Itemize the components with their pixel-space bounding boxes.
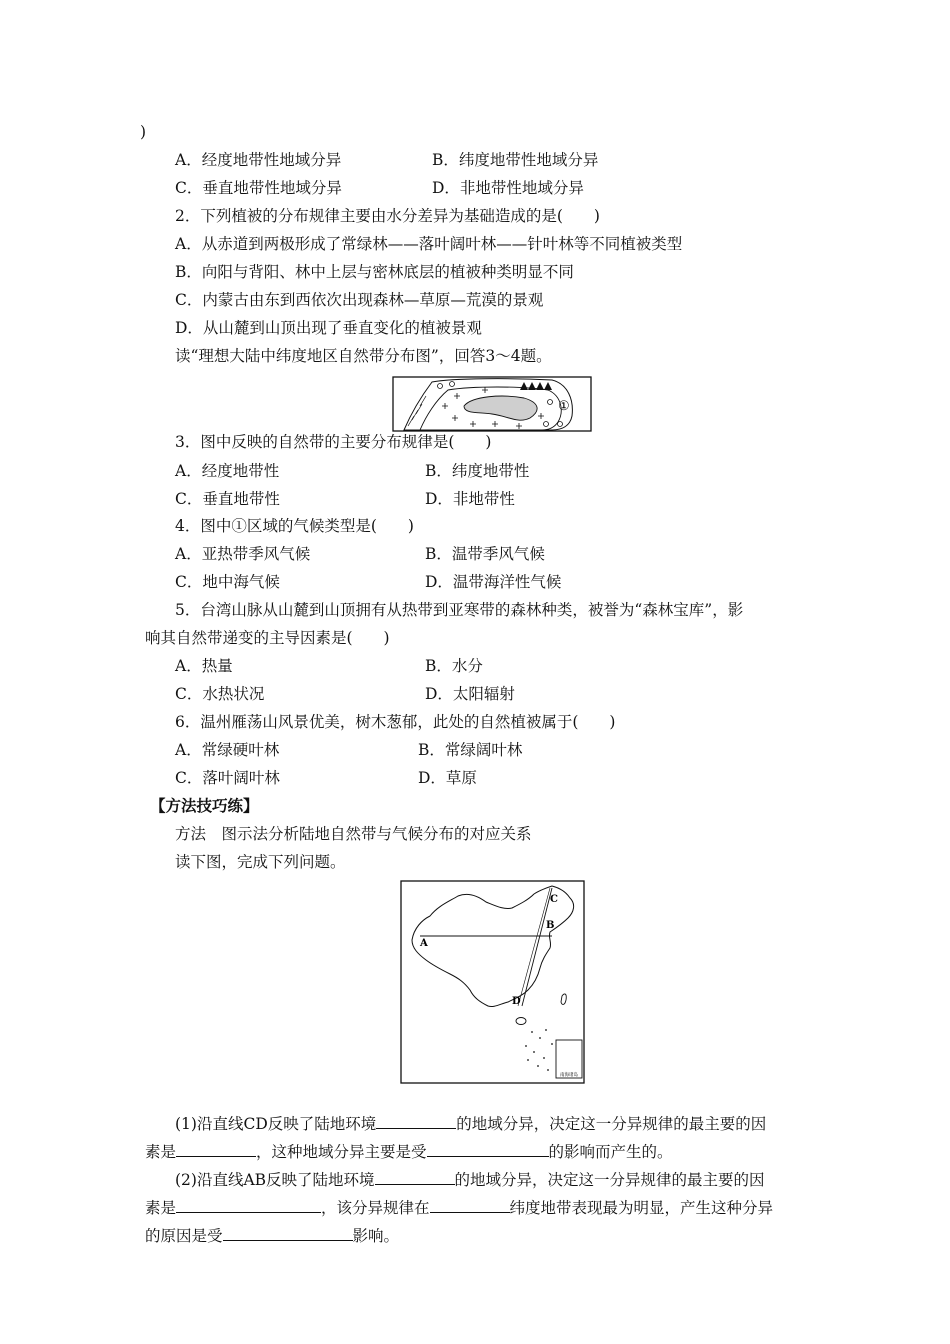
q6-option-c: C．落叶阔叶林	[175, 769, 280, 787]
inset-label: 南海诸岛	[560, 1073, 578, 1078]
q6-stem: 6．温州雁荡山风景优美，树木葱郁，此处的自然植被属于( )	[175, 713, 616, 731]
sub1-text-4: ，这种地域分异主要是受	[256, 1143, 427, 1161]
q5-option-d: D．太阳辐射	[425, 685, 515, 703]
q1-option-a: A．经度地带性地域分异	[175, 151, 342, 169]
q5-option-b: B．水分	[425, 657, 483, 675]
q1-tail: )	[140, 123, 147, 141]
sub1-text-1: (1)沿直线CD反映了陆地环境	[175, 1115, 377, 1133]
sub2-text-7: 影响。	[352, 1227, 400, 1245]
q4-option-b: B．温带季风气候	[425, 545, 545, 563]
sub2-text-2: 的地域分异，决定这一分异规律的最主要的因	[454, 1171, 765, 1189]
sub2-text-1: (2)沿直线AB反映了陆地环境	[175, 1171, 375, 1189]
sub1-line1	[175, 1114, 766, 1134]
sub1-text-5: 的影响而产生的。	[548, 1143, 673, 1161]
q34-intro: 读“理想大陆中纬度地区自然带分布图”，回答3～4题。	[175, 347, 552, 365]
q5-stem-line2: 响其自然带递变的主导因素是( )	[145, 629, 390, 647]
answer-blank[interactable]	[223, 1226, 353, 1241]
q2-option-d: D．从山麓到山顶出现了垂直变化的植被景观	[175, 319, 482, 337]
q5-option-a: A．热量	[175, 657, 233, 675]
point-a-label: A	[420, 938, 428, 949]
q3-option-a: A．经度地带性	[175, 462, 280, 480]
sub1-text-3: 素是	[145, 1143, 177, 1161]
q6-option-d: D．草原	[418, 769, 477, 787]
q5-option-c: C．水热状况	[175, 685, 265, 703]
answer-blank[interactable]	[430, 1198, 510, 1213]
sub2-line3	[145, 1226, 399, 1246]
q6-option-a: A．常绿硬叶林	[175, 741, 280, 759]
q2-option-b: B．向阳与背阳、林中上层与密林底层的植被种类明显不同	[175, 263, 574, 281]
sub2-text-6: 的原因是受	[145, 1227, 223, 1245]
sub2-line1	[175, 1170, 765, 1190]
q2-option-c: C．内蒙古由东到西依次出现森林—草原—荒漠的景观	[175, 291, 544, 309]
q3-option-b: B．纬度地带性	[425, 462, 530, 480]
sub2-text-4: ，该分异规律在	[321, 1199, 430, 1217]
section-heading: 【方法技巧练】	[150, 796, 259, 815]
natural-zone-figure	[392, 376, 592, 432]
q1-option-d: D．非地带性地域分异	[432, 179, 584, 197]
point-d-label: D	[512, 996, 521, 1007]
q6-option-b: B．常绿阔叶林	[418, 741, 523, 759]
q4-stem: 4．图中①区域的气候类型是( )	[175, 517, 414, 535]
q5-stem-line1: 5．台湾山脉从山麓到山顶拥有从热带到亚寒带的森林种类，被誉为“森林宝库”，影	[175, 601, 744, 619]
q4-option-c: C．地中海气候	[175, 573, 280, 591]
q2-stem: 2．下列植被的分布规律主要由水分差异为基础造成的是( )	[175, 207, 600, 225]
answer-blank[interactable]	[375, 1170, 455, 1185]
zone-marker: ①	[558, 399, 570, 414]
q4-option-d: D．温带海洋性气候	[425, 573, 562, 591]
answer-blank[interactable]	[427, 1142, 549, 1157]
sub2-text-5: 纬度地带表现最为明显，产生这种分异	[509, 1199, 774, 1217]
q3-stem: 3．图中反映的自然带的主要分布规律是( )	[175, 433, 492, 451]
answer-blank[interactable]	[176, 1198, 321, 1213]
q1-option-b: B．纬度地带性地域分异	[432, 151, 599, 169]
point-b-label: B	[546, 920, 555, 931]
q4-option-a: A．亚热带季风气候	[175, 545, 311, 563]
q1-option-c: C．垂直地带性地域分异	[175, 179, 342, 197]
sub1-line2	[145, 1142, 673, 1162]
answer-blank[interactable]	[376, 1114, 456, 1129]
q2-option-a: A．从赤道到两极形成了常绿林——落叶阔叶林——针叶林等不同植被类型	[175, 235, 683, 253]
method-prompt: 读下图，完成下列问题。	[175, 853, 346, 871]
answer-blank[interactable]	[176, 1142, 256, 1157]
point-c-label: C	[550, 894, 558, 905]
sub2-text-3: 素是	[145, 1199, 177, 1217]
q3-option-c: C．垂直地带性	[175, 490, 280, 508]
sub2-line2	[145, 1198, 773, 1218]
method-title: 方法 图示法分析陆地自然带与气候分布的对应关系	[175, 825, 532, 843]
q3-option-d: D．非地带性	[425, 490, 515, 508]
sub1-text-2: 的地域分异，决定这一分异规律的最主要的因	[456, 1115, 767, 1133]
china-map-figure	[400, 880, 585, 1084]
